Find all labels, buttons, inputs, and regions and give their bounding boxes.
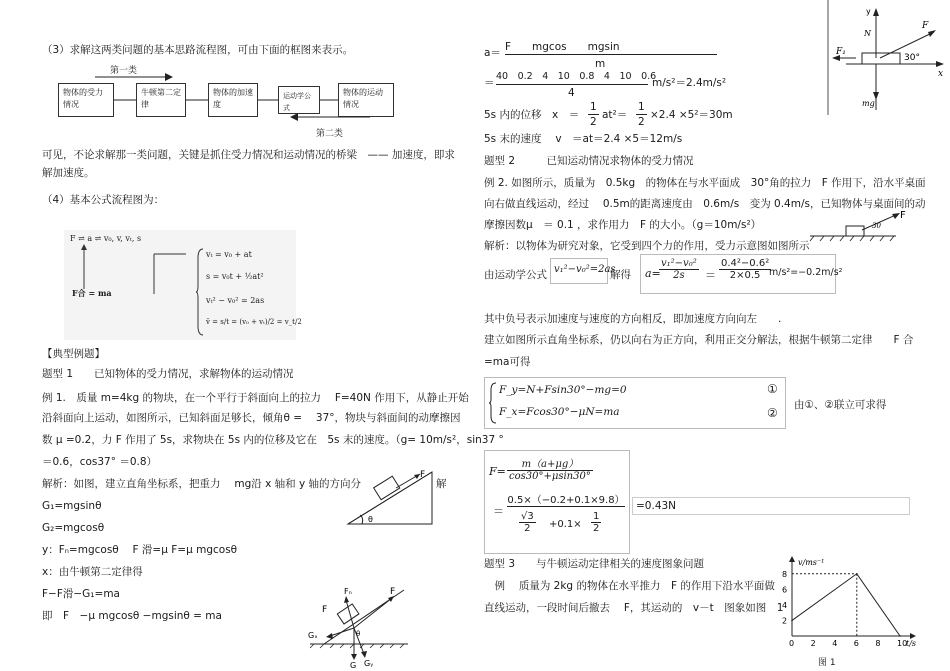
fig-top-label-F: F	[922, 21, 929, 31]
force-expr2-den-frac-2	[591, 511, 601, 534]
flow-box-kinematics: 运动学公式	[278, 86, 320, 114]
flow-box-motion: 物体的运动情况	[338, 83, 394, 117]
fig2-label-F: F	[390, 587, 396, 597]
acc-result-den-1: 2s	[673, 270, 685, 281]
fig-table-label-angle: 30	[872, 222, 881, 230]
fig-top-label-x: x	[938, 69, 944, 79]
fig1-label-theta: θ	[368, 515, 373, 524]
fig2-label-Gy: Gᵧ	[364, 659, 374, 668]
fig2-label-FN: Fₙ	[344, 587, 352, 596]
a-line1-lhs: a＝	[484, 47, 501, 59]
force-expr2-den-sqrt3: √3	[521, 511, 534, 522]
flow-top-arrow	[90, 72, 360, 82]
fig2-label-theta: θ	[356, 630, 361, 638]
acc-result-frac-1	[659, 258, 699, 281]
system-tag-1: ①	[767, 382, 778, 396]
ex1-line-1: 例 1. 质量 m=4kg 的物块，在一个平行于斜面向上的拉力 F=40N 作用下，从静止开始	[42, 392, 469, 404]
kinematics-formula: v₁²−v₀²=2as	[554, 264, 616, 275]
flow-bottom-label: 第二类	[316, 129, 344, 139]
a-line2-result: m/s²＝2.4m/s²	[652, 77, 727, 89]
sol1-line-4: y：Fₙ=mgcosθ F 滑=μ F=μ mgcosθ	[42, 544, 238, 556]
formula-eq-2: s = v₀t + ½at²	[206, 272, 264, 281]
sol2-line-3: 其中负号表示加速度与速度的方向相反，即加速度方向向左 .	[484, 313, 782, 325]
flow-bottom-arrow	[290, 112, 380, 122]
force-expr2-den-tail: +0.1×	[549, 519, 582, 530]
acc-result-frac-2	[719, 258, 771, 281]
sol1-line-7: 即 F −μ mgcosθ −mgsinθ = ma	[42, 610, 222, 622]
force-expr2-den-frac-1	[519, 511, 536, 534]
flow-top-label: 第一类	[110, 66, 138, 76]
sol1-line-2: G₁=mgsinθ	[42, 500, 102, 512]
vt-chart-series	[791, 573, 901, 637]
ex2-line-1: 例 2. 如图所示，质量为 0.5kg 的物体在与水平面成 30°角的拉力 F 作用下，沿水平桌面	[484, 177, 926, 189]
topic-1: 题型 1 已知物体的受力情况，求解物体的运动情况	[42, 368, 294, 380]
acc-result-eq: ＝	[705, 269, 716, 282]
system-eq-1: F_y=N+Fsin30°−mg=0	[499, 384, 627, 396]
ex3-line-2: 直线运动，一段时间后撤去 F，其运动的 v－t 图象如图 1	[484, 602, 784, 614]
formula-f-eq: F合 = ma	[72, 288, 112, 298]
force-expr2-den-c-den: 2	[593, 523, 600, 534]
vt-x-tick-1: 2	[810, 639, 816, 648]
vt-y-tick-1: 4	[782, 600, 788, 610]
vt-chart-axes	[789, 556, 916, 648]
force-result: =0.43N	[636, 500, 677, 512]
vt-point-0	[791, 620, 793, 622]
vt-x-tick-3: 6	[853, 639, 859, 648]
force-expr2-den-c-num: 1	[593, 511, 600, 522]
a-line1-den: m	[595, 58, 606, 70]
formula-flow-image	[64, 230, 302, 340]
acc-result-num-2: 0.4²−0.6²	[721, 258, 770, 269]
ex1-line-4: ＝0.6，cos37° ＝0.8）	[42, 456, 158, 468]
a-line2-den: 4	[568, 87, 575, 99]
fig-table-label-F: F	[900, 210, 906, 221]
fig2-label-G: G	[350, 661, 357, 668]
force-expr-lhs: F=	[489, 465, 506, 478]
sol2-line-4: 建立如图所示直角坐标系，仍以向右为正方向，利用正交分解法，根据牛顿第二定律 F 合	[484, 334, 914, 346]
fig-top-label-F1: F₁	[836, 47, 846, 57]
sol2-line-5: =ma可得	[484, 356, 531, 368]
sol1-line-3: G₂=mgcosθ	[42, 522, 105, 534]
force-result-field	[632, 497, 910, 515]
fig-top-label-angle: 30°	[904, 53, 920, 63]
disp-frac1-num: 1	[590, 101, 597, 113]
system-after-text: 由①、②联立可求得	[794, 399, 887, 411]
force-diagram-incline	[304, 584, 414, 668]
vt-y-tick-3: 8	[782, 569, 788, 579]
equation-system-box	[484, 377, 786, 429]
sol1-line-1b: 解	[436, 478, 447, 490]
vt-x-label: t/s	[906, 639, 917, 648]
vt-x-tick-2: 4	[832, 639, 838, 648]
force-diagram-axes	[826, 0, 950, 115]
incline-figure-1	[340, 468, 440, 528]
vt-x-tick-4: 8	[875, 639, 881, 648]
formula-eq-4: v̄ = s/t = (v₀ + vₜ)/2 = v_t/2	[206, 318, 302, 326]
force-expr-eq: ＝	[493, 505, 504, 518]
sol1-line-1: 解析：如图，建立直角坐标系，把重力 mg沿 x 轴和 y 轴的方向分	[42, 478, 362, 490]
ex1-line-2: 沿斜面向上运动，如图所示，已知斜面足够长，倾角θ = 37°，物块与斜面间的动摩擦因	[42, 412, 461, 424]
ex3-line-1: 例 质量为 2kg 的物体在水平推力 F 的作用下沿水平面做	[484, 580, 775, 592]
vt-point-2	[899, 635, 901, 637]
acc-result-lhs: a=	[645, 267, 661, 280]
system-eq-2: F_x=Fcos30°−μN=ma	[499, 406, 620, 418]
system-tag-2: ②	[767, 406, 778, 420]
acc-result-num-1: v₁²−v₀²	[661, 258, 697, 269]
force-result-box	[484, 450, 630, 554]
disp-frac2-num: 1	[638, 101, 645, 113]
sol1-line-5: x：由牛顿第二定律得	[42, 566, 143, 578]
conclusion-line-1: 可见，不论求解那一类问题，关键是抓住受力情况和运动情况的桥梁 —— 加速度，即求	[42, 149, 455, 161]
fig-top-label-y: y	[866, 7, 871, 16]
formula-top-row: F ⇌ a ⇌ v₀, v, vₜ, s	[70, 234, 142, 243]
acc-result-den-2: 2×0.5	[729, 270, 761, 281]
force-diagram-table	[806, 206, 910, 246]
vt-x-tick-0: 0	[789, 639, 795, 648]
fig-top-label-mg: mg	[862, 99, 875, 108]
force-expr2-num: 0.5×（−0.2+0.1×9.8）	[507, 491, 625, 507]
a-line2-eq: ＝	[484, 77, 495, 89]
force-expr-frac	[507, 455, 593, 482]
displacement-lhs: 5s 内的位移 x ＝	[484, 109, 580, 121]
sol1-line-6: F−F滑−G₁=ma	[42, 588, 120, 600]
vt-series-line-0	[792, 574, 900, 636]
topic-2: 题型 2 已知运动情况求物体的受力情况	[484, 155, 694, 167]
fig2-label-Gx: Gₓ	[308, 631, 318, 640]
ex2-line-2: 向右做直线运动，经过 0.5m的距离速度由 0.6m/s 变为 0.4m/s，已知物体与桌面间的动	[484, 198, 926, 210]
topic-3: 题型 3 与牛顿运动定律相关的速度图象问题	[484, 558, 705, 570]
force-expr-den: cos30°+μsin30°	[509, 471, 591, 482]
section-title: 【典型例题】	[42, 348, 105, 360]
flow-box-newton: 牛顿第二定律	[136, 83, 186, 117]
displacement-frac-1	[588, 100, 599, 129]
a-line1-num: F mgcos mgsin	[505, 40, 717, 55]
kinematics-formula-box	[550, 258, 616, 284]
sol2-line-1: 解析：以物体为研究对象，它受到四个力的作用，受力示意图如图所示	[484, 240, 810, 252]
force-expr2-den-2: 2	[524, 523, 531, 534]
force-expr-num: m（a+μg）	[507, 455, 593, 471]
vt-y-tick-2: 6	[782, 585, 788, 595]
vt-y-label: v/ms⁻¹	[798, 558, 825, 567]
sol2-line-2b: 解得	[610, 269, 631, 281]
acceleration-result-box	[640, 254, 843, 294]
formula-eq-1: vₜ = v₀ + at	[206, 250, 252, 259]
velocity-line: 5s 末的速度 v ＝at＝2.4 ×5＝12m/s	[484, 133, 683, 145]
acc-result-tail: m/s²=−0.2m/s²	[769, 267, 843, 278]
flow-box-force: 物体的受力情况	[58, 83, 114, 117]
p4-heading: （4）基本公式流程图为：	[42, 194, 165, 206]
displacement-rhs: ×2.4 ×5²＝30m	[650, 109, 733, 121]
conclusion-line-2: 解加速度。	[42, 167, 95, 179]
a-line2-num: 40 0.2 4 10 0.8 4 10 0.6	[496, 70, 648, 85]
sol2-line-2a: 由运动学公式	[484, 269, 547, 281]
flow-connectors	[110, 90, 340, 110]
displacement-mid: at²＝	[602, 109, 628, 121]
p3-heading: （3）求解这两类问题的基本思路流程图，可由下面的框图来表示。	[42, 44, 354, 56]
displacement-frac-2	[636, 100, 647, 129]
vt-y-arrow	[789, 556, 795, 562]
disp-frac1-den: 2	[590, 116, 597, 128]
vt-point-1	[856, 573, 858, 575]
ex2-line-3: 摩擦因数μ ＝ 0.1 ，求作用力 F 的大小。（g＝10m/s²）	[484, 219, 762, 231]
fig-top-label-N: N	[864, 29, 871, 38]
formula-eq-3: vₜ² − v₀² = 2as	[206, 296, 265, 305]
disp-frac2-den: 2	[638, 116, 645, 128]
formula-brace	[196, 248, 204, 336]
equation-brace	[489, 382, 497, 424]
fig2-label-F-left: F	[322, 605, 328, 615]
vt-x-tick-5: 10	[897, 639, 908, 648]
flow-box-acceleration: 物体的加速度	[208, 83, 258, 117]
vt-y-tick-0: 2	[782, 616, 788, 626]
fig1-caption: 图 1	[818, 658, 836, 668]
vt-chart	[774, 556, 924, 656]
fig1-label-F: F	[420, 470, 426, 480]
ex1-line-3: 数 μ =0.2，力 F 作用了 5s，求物块在 5s 内的位移及它在 5s 末的速度。（g= 10m/s²，sin37 °	[42, 434, 504, 446]
